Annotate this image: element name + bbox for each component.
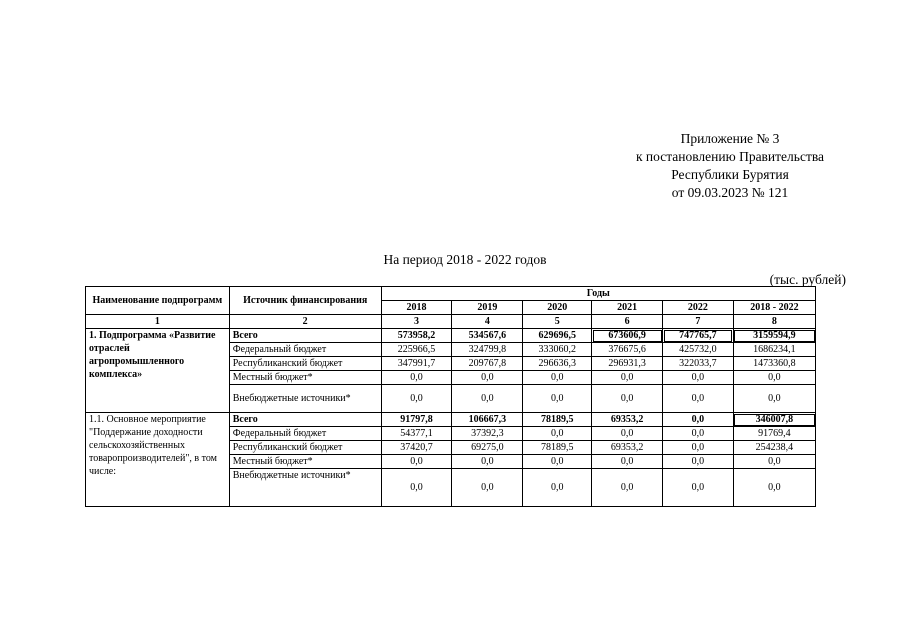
header-year: 2022 bbox=[663, 301, 734, 315]
value-cell: 91797,8 bbox=[381, 413, 452, 427]
value-cell: 322033,7 bbox=[663, 357, 734, 371]
header-year: 2018 bbox=[381, 301, 452, 315]
value-cell: 0,0 bbox=[663, 469, 734, 507]
value-cell: 0,0 bbox=[663, 427, 734, 441]
source-cell: Всего bbox=[229, 413, 381, 427]
value-cell: 0,0 bbox=[523, 371, 592, 385]
value-cell: 425732,0 bbox=[663, 343, 734, 357]
value-cell: 0,0 bbox=[381, 371, 452, 385]
column-number: 7 bbox=[663, 315, 734, 329]
header-years-group: Годы bbox=[381, 287, 815, 301]
source-cell: Республиканский бюджет bbox=[229, 357, 381, 371]
value-cell: 0,0 bbox=[592, 469, 663, 507]
column-number: 1 bbox=[86, 315, 230, 329]
source-cell: Местный бюджет* bbox=[229, 371, 381, 385]
value-cell: 0,0 bbox=[592, 385, 663, 413]
source-cell: Всего bbox=[229, 329, 381, 343]
value-cell: 0,0 bbox=[663, 371, 734, 385]
value-cell: 0,0 bbox=[663, 441, 734, 455]
source-cell: Федеральный бюджет bbox=[229, 427, 381, 441]
program-name: 1.1. Основное мероприятие "Поддержание доходности сельскохозяйственных товаропроизводителей", в том числе: bbox=[86, 413, 230, 507]
value-cell: 0,0 bbox=[663, 455, 734, 469]
column-number: 4 bbox=[452, 315, 523, 329]
header-year-total: 2018 - 2022 bbox=[733, 301, 815, 315]
value-cell: 376675,6 bbox=[592, 343, 663, 357]
header-source: Источник финансирования bbox=[229, 287, 381, 315]
value-cell: 0,0 bbox=[592, 427, 663, 441]
column-number: 8 bbox=[733, 315, 815, 329]
value-cell: 296636,3 bbox=[523, 357, 592, 371]
source-cell: Федеральный бюджет bbox=[229, 343, 381, 357]
financing-table bbox=[85, 286, 816, 507]
value-cell: 0,0 bbox=[452, 469, 523, 507]
value-cell: 296931,3 bbox=[592, 357, 663, 371]
value-cell: 0,0 bbox=[663, 413, 734, 427]
source-cell: Внебюджетные источники* bbox=[229, 469, 381, 507]
appendix-header bbox=[600, 130, 860, 202]
header-year: 2019 bbox=[452, 301, 523, 315]
value-cell: 69353,2 bbox=[592, 413, 663, 427]
header-program: Наименование подпрограмм bbox=[86, 287, 230, 315]
value-cell: 0,0 bbox=[452, 455, 523, 469]
value-cell: 0,0 bbox=[663, 385, 734, 413]
appendix-line-4: от 09.03.2023 № 121 bbox=[671, 185, 789, 200]
value-cell: 0,0 bbox=[452, 371, 523, 385]
program-name: 1. Подпрограмма «Развитие отраслей агропромышленного комплекса» bbox=[86, 329, 230, 413]
value-cell: 673606,9 bbox=[592, 329, 663, 343]
header-year: 2020 bbox=[523, 301, 592, 315]
total-cell: 0,0 bbox=[733, 371, 815, 385]
source-cell: Республиканский бюджет bbox=[229, 441, 381, 455]
value-cell: 0,0 bbox=[523, 427, 592, 441]
value-cell: 0,0 bbox=[523, 455, 592, 469]
value-cell: 324799,8 bbox=[452, 343, 523, 357]
total-cell: 0,0 bbox=[733, 455, 815, 469]
total-cell: 0,0 bbox=[733, 469, 815, 507]
value-cell: 78189,5 bbox=[523, 441, 592, 455]
value-cell: 629696,5 bbox=[523, 329, 592, 343]
value-cell: 0,0 bbox=[592, 455, 663, 469]
value-cell: 0,0 bbox=[523, 385, 592, 413]
table-row bbox=[86, 413, 816, 427]
value-cell: 0,0 bbox=[452, 385, 523, 413]
column-number: 6 bbox=[592, 315, 663, 329]
value-cell: 37392,3 bbox=[452, 427, 523, 441]
column-number: 3 bbox=[381, 315, 452, 329]
value-cell: 0,0 bbox=[381, 455, 452, 469]
value-cell: 0,0 bbox=[523, 469, 592, 507]
value-cell: 333060,2 bbox=[523, 343, 592, 357]
header-year: 2021 bbox=[592, 301, 663, 315]
total-cell: 1686234,1 bbox=[733, 343, 815, 357]
total-cell: 0,0 bbox=[733, 385, 815, 413]
value-cell: 534567,6 bbox=[452, 329, 523, 343]
value-cell: 225966,5 bbox=[381, 343, 452, 357]
column-number: 5 bbox=[523, 315, 592, 329]
appendix-line-3: Республики Бурятия bbox=[671, 167, 789, 182]
value-cell: 347991,7 bbox=[381, 357, 452, 371]
value-cell: 78189,5 bbox=[523, 413, 592, 427]
value-cell: 0,0 bbox=[592, 371, 663, 385]
value-cell: 209767,8 bbox=[452, 357, 523, 371]
column-number: 2 bbox=[229, 315, 381, 329]
appendix-line-2: к постановлению Правительства bbox=[635, 149, 825, 164]
value-cell: 0,0 bbox=[381, 469, 452, 507]
units-label: (тыс. рублей) bbox=[769, 272, 846, 287]
value-cell: 54377,1 bbox=[381, 427, 452, 441]
value-cell: 106667,3 bbox=[452, 413, 523, 427]
total-cell: 346007,8 bbox=[733, 413, 815, 427]
appendix-line-1: Приложение № 3 bbox=[680, 131, 780, 146]
value-cell: 747765,7 bbox=[663, 329, 734, 343]
period-title: На период 2018 - 2022 годов bbox=[383, 252, 547, 267]
value-cell: 573958,2 bbox=[381, 329, 452, 343]
value-cell: 0,0 bbox=[381, 385, 452, 413]
source-cell: Внебюджетные источники* bbox=[229, 385, 381, 413]
source-cell: Местный бюджет* bbox=[229, 455, 381, 469]
total-cell: 3159594,9 bbox=[733, 329, 815, 343]
value-cell: 37420,7 bbox=[381, 441, 452, 455]
value-cell: 69275,0 bbox=[452, 441, 523, 455]
total-cell: 1473360,8 bbox=[733, 357, 815, 371]
total-cell: 91769,4 bbox=[733, 427, 815, 441]
value-cell: 69353,2 bbox=[592, 441, 663, 455]
table-row bbox=[86, 329, 816, 343]
total-cell: 254238,4 bbox=[733, 441, 815, 455]
